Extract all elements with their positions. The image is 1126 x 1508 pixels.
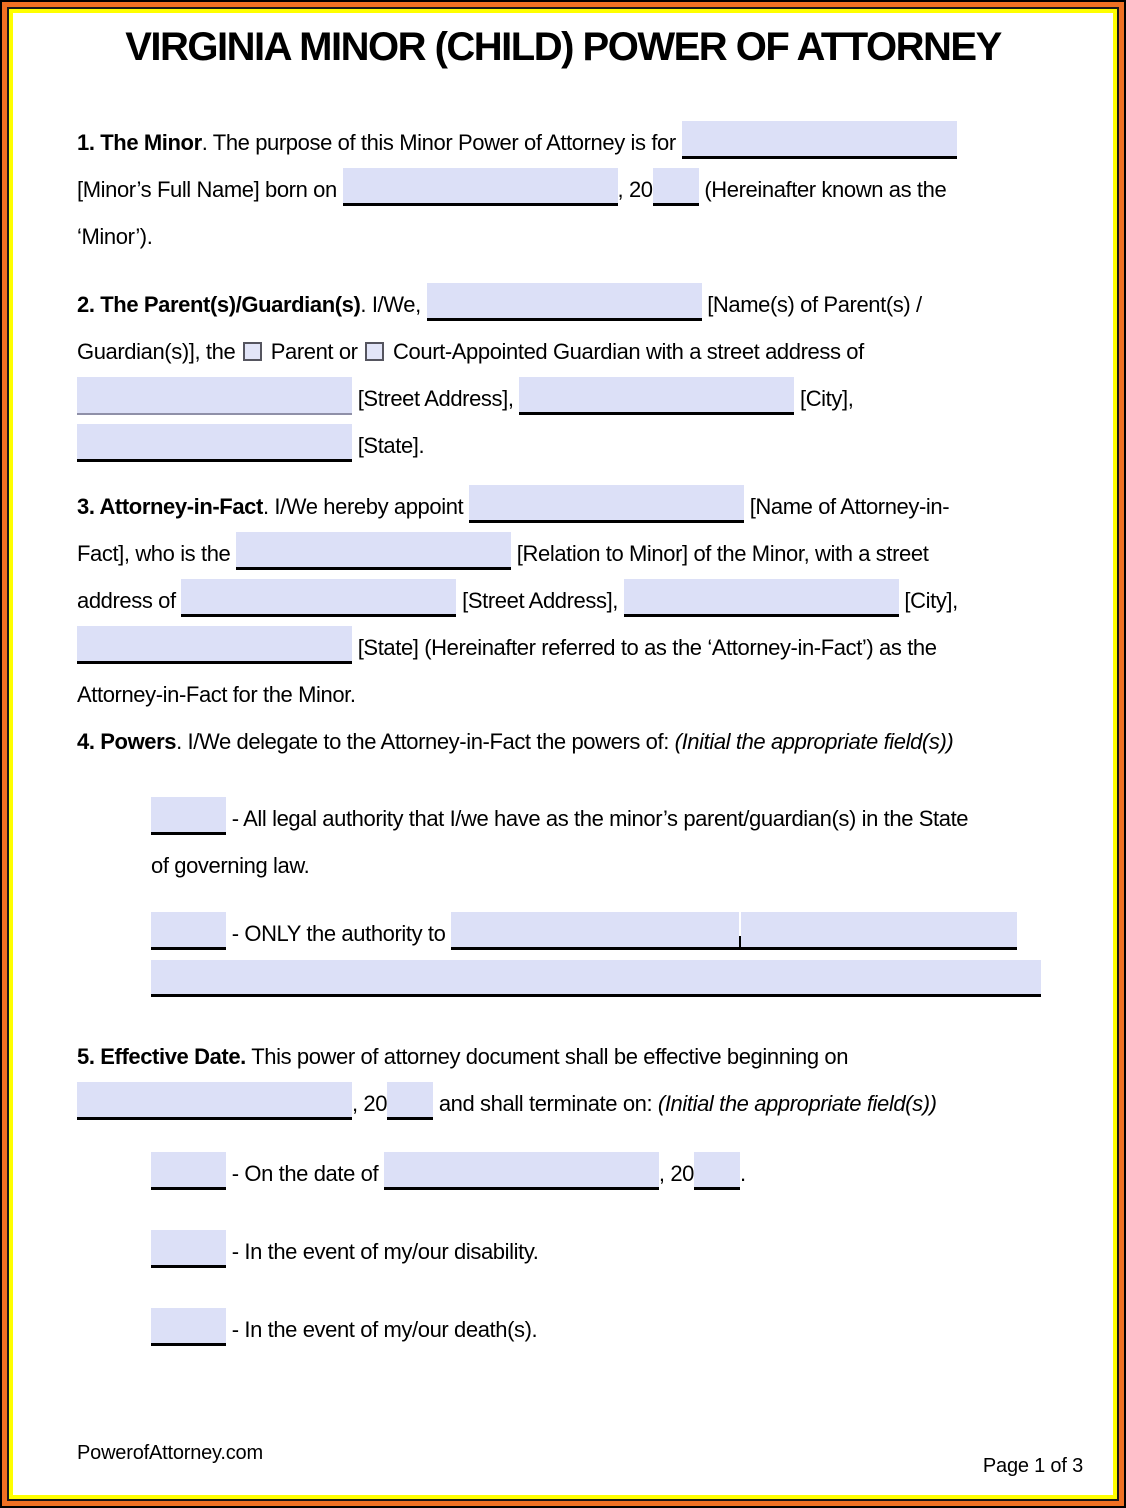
attorney-line-3-text-a: address of	[77, 588, 182, 613]
footer-site: PowerofAttorney.com	[77, 1442, 263, 1464]
minor-birth-date-field[interactable]	[343, 168, 618, 206]
parents-line-1-text-a: . I/We,	[360, 292, 427, 317]
attorney-line-3-text-b: [Street Address],	[456, 588, 624, 613]
parents-line-2-text-b: Parent or	[265, 339, 364, 364]
attorney-line-1	[77, 483, 958, 530]
effective-year-field[interactable]	[387, 1082, 433, 1120]
parents-line-1-text-b: [Name(s) of Parent(s) /	[701, 292, 922, 317]
minor-line-2-text-c: (Hereinafter known as the	[698, 177, 947, 202]
powers-only-initials-field[interactable]	[151, 912, 226, 950]
footer-page-number: Page 1 of 3	[982, 1455, 1083, 1477]
terminate-date-line	[151, 1150, 746, 1197]
attorney-city-field[interactable]	[624, 579, 899, 617]
attorney-relation-field[interactable]	[236, 532, 511, 570]
parents-street-address-field[interactable]	[77, 377, 352, 415]
parents-names-field[interactable]	[427, 283, 702, 321]
powers-all-line-1	[151, 795, 968, 842]
powers-authority-continuation-field[interactable]	[151, 960, 1041, 997]
powers-authority-field[interactable]	[451, 912, 739, 950]
death-initials-field[interactable]	[151, 1308, 226, 1346]
guardian-checkbox[interactable]	[365, 342, 384, 361]
section-minor	[77, 119, 957, 260]
parents-line-4	[77, 422, 922, 469]
attorney-street-address-field[interactable]	[181, 579, 456, 617]
minor-heading: 1. The Minor	[77, 130, 202, 155]
attorney-heading: 3. Attorney-in-Fact	[77, 494, 263, 519]
effective-line-1-text: This power of attorney document shall be effective beginning on	[245, 1044, 849, 1069]
powers-option-all	[151, 795, 968, 889]
page-body	[13, 13, 1113, 1495]
terminate-date-text-a: - On the date of	[226, 1161, 384, 1186]
effective-date-field[interactable]	[77, 1082, 352, 1120]
powers-all-initials-field[interactable]	[151, 797, 226, 835]
minor-line-1	[77, 119, 957, 166]
attorney-line-3	[77, 577, 958, 624]
inner-black-border	[7, 7, 1119, 1501]
powers-heading: 4. Powers	[77, 729, 177, 754]
attorney-line-4	[77, 624, 958, 671]
parents-heading: 2. The Parent(s)/Guardian(s)	[77, 292, 361, 317]
parents-city-field[interactable]	[519, 377, 794, 415]
terminate-death-text: - In the event of my/our death(s).	[226, 1317, 538, 1342]
attorney-name-field[interactable]	[469, 485, 744, 523]
parents-line-2-text-c: Court-Appointed Guardian with a street address of	[387, 339, 864, 364]
section-powers-heading	[77, 718, 953, 765]
section-parents	[77, 281, 922, 469]
terminate-option-date	[151, 1150, 746, 1197]
powers-option-only	[151, 910, 1041, 997]
powers-all-line-2	[151, 842, 968, 889]
minor-birth-year-field[interactable]	[653, 168, 699, 206]
parents-line-1	[77, 281, 922, 328]
terminate-death-line	[151, 1306, 537, 1353]
attorney-line-4-text: [State] (Hereinafter referred to as the ‘Attorney-in-Fact’) as the	[352, 635, 937, 660]
minor-line-2-text-a: [Minor’s Full Name] born on	[77, 177, 343, 202]
minor-line-2	[77, 166, 957, 213]
attorney-line-2	[77, 530, 958, 577]
powers-only-line-1	[151, 910, 1041, 957]
minor-line-1-text: . The purpose of this Minor Power of Attorney is for	[201, 130, 682, 155]
terminate-year-field[interactable]	[694, 1152, 740, 1190]
powers-all-text-2: of governing law.	[151, 853, 310, 878]
attorney-line-1-text-b: [Name of Attorney-in-	[743, 494, 950, 519]
powers-only-text: - ONLY the authority to	[226, 921, 452, 946]
terminate-date-text-b: , 20	[658, 1161, 695, 1186]
powers-line-1	[77, 718, 953, 765]
section-effective	[77, 1033, 937, 1127]
parent-checkbox[interactable]	[243, 342, 262, 361]
parents-state-field[interactable]	[77, 424, 352, 462]
section-attorney	[77, 483, 958, 718]
powers-intro-text: . I/We delegate to the Attorney-in-Fact the powers of:	[176, 729, 675, 754]
parents-line-3-text-a: [Street Address],	[352, 386, 520, 411]
effective-line-2	[77, 1080, 937, 1127]
terminate-disability-text: - In the event of my/our disability.	[226, 1239, 539, 1264]
parents-line-4-text: [State].	[352, 433, 425, 458]
attorney-state-field[interactable]	[77, 626, 352, 664]
orange-border	[2, 2, 1124, 1506]
yellow-border	[9, 9, 1117, 1499]
powers-all-text-1: - All legal authority that I/we have as the minor’s parent/guardian(s) in the State	[226, 806, 969, 831]
attorney-line-1-text-a: . I/We hereby appoint	[262, 494, 469, 519]
minor-line-3	[77, 213, 957, 260]
effective-line-2-text-a: , 20	[352, 1091, 388, 1116]
powers-intro-note: (Initial the appropriate field(s))	[674, 729, 954, 754]
attorney-line-5-text: Attorney-in-Fact for the Minor.	[77, 682, 356, 707]
attorney-line-3-text-c: [City],	[898, 588, 958, 613]
parents-line-3-text-b: [City],	[794, 386, 854, 411]
effective-heading: 5. Effective Date.	[77, 1044, 246, 1069]
minor-line-3-text: ‘Minor’).	[77, 224, 153, 249]
terminate-date-field[interactable]	[384, 1152, 659, 1190]
terminate-option-death	[151, 1306, 537, 1353]
parents-line-2-text-a: Guardian(s)], the	[77, 339, 241, 364]
attorney-line-2-text-b: [Relation to Minor] of the Minor, with a street	[511, 541, 929, 566]
terminate-option-disability	[151, 1228, 539, 1275]
effective-note: (Initial the appropriate field(s))	[657, 1091, 937, 1116]
minor-line-2-text-b: , 20	[617, 177, 653, 202]
attorney-line-2-text-a: Fact], who is the	[77, 541, 237, 566]
attorney-line-5	[77, 671, 958, 718]
page-title: VIRGINIA MINOR (CHILD) POWER OF ATTORNEY	[125, 25, 1001, 69]
minor-full-name-field[interactable]	[682, 121, 957, 159]
parents-line-3	[77, 375, 922, 422]
effective-line-1	[77, 1033, 937, 1080]
powers-authority-field-2[interactable]	[741, 912, 1017, 950]
disability-initials-field[interactable]	[151, 1230, 226, 1268]
effective-line-2-text-b: and shall terminate on:	[433, 1091, 658, 1116]
parents-line-2	[77, 328, 922, 375]
terminate-date-text-c: .	[740, 1161, 746, 1186]
terminate-date-initials-field[interactable]	[151, 1152, 226, 1190]
terminate-disability-line	[151, 1228, 539, 1275]
